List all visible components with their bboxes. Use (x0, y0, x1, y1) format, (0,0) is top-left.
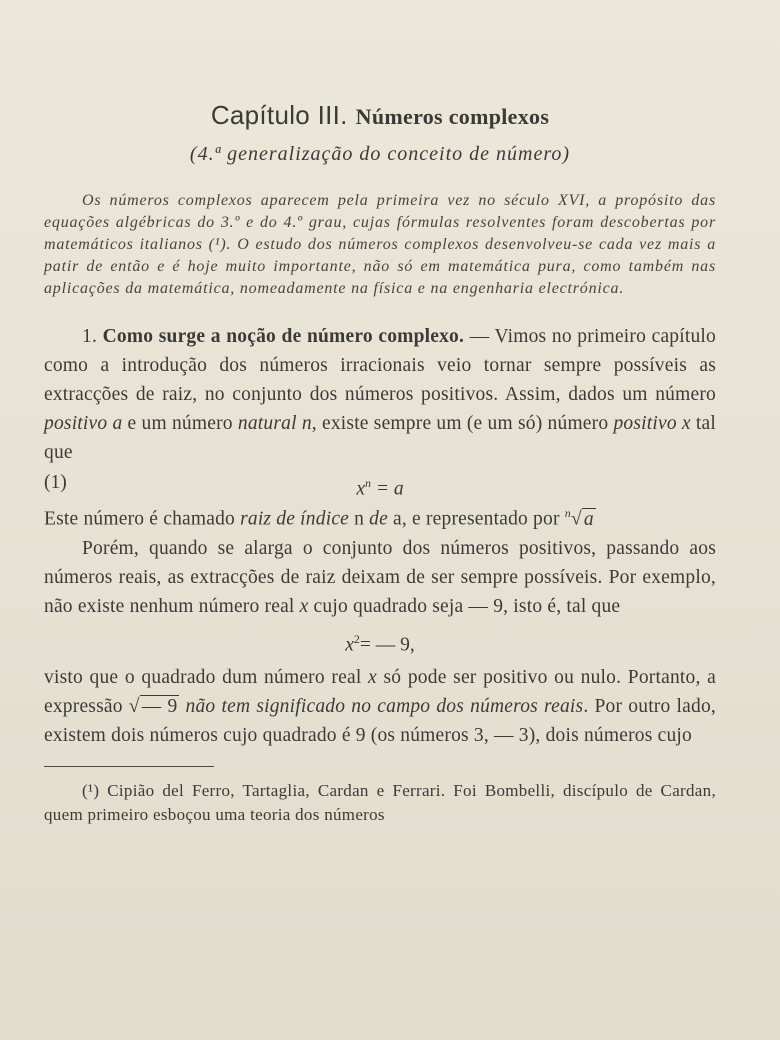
equation-1-row (44, 467, 716, 499)
formula-rhs: = — 9, (359, 634, 415, 655)
paragraph-text: — Vimos no primeiro capítulo como a introdução dos números irracionais veio tornar sempre possíveis as extracções de raiz, no conjunto dos números positivos. Assim, dados um número (44, 326, 717, 405)
formula-exponent: 2 (353, 631, 360, 646)
section-title: Como surge a noção de número complexo. (102, 326, 465, 347)
italic-term: positivo a (44, 413, 123, 434)
equation-1 (44, 467, 716, 506)
radicand: — 9 (141, 696, 178, 717)
italic-term: natural n (237, 413, 312, 434)
formula-exponent: n (364, 476, 371, 490)
radicand: a (583, 508, 594, 530)
italic-term: positivo x (613, 413, 691, 434)
formula-base: x (356, 478, 365, 500)
root-index: n (564, 506, 571, 520)
real-numbers-paragraph (44, 534, 716, 621)
paragraph-text: , existe sempre um (e um só) número (311, 413, 614, 434)
conclusion-paragraph (44, 663, 716, 750)
paragraph-text: a, e representado por (387, 508, 565, 530)
section-1-paragraph (44, 322, 716, 467)
italic-phrase: não tem significado no campo dos números reais (179, 696, 584, 717)
paragraph-text: visto que o quadrado dum número real (44, 667, 369, 688)
paragraph-text: tal que (44, 413, 716, 463)
paragraph-text: só pode ser positivo ou nulo. Portanto, a expressão (44, 667, 716, 717)
radical-symbol: √ (128, 696, 140, 717)
italic-term: de (369, 508, 388, 530)
paragraph-text: Porém, quando se alarga o conjunto dos números positivos, passando aos números reais, as extracções de raiz deixam de ser sempre possíveis. Por exemplo, não existe nenhum número real (44, 537, 716, 617)
radical-symbol: √ (570, 508, 582, 530)
chapter-title: Números complexos (355, 104, 550, 129)
text-column (44, 100, 716, 827)
paragraph-text: n (349, 508, 370, 530)
chapter-heading (44, 100, 716, 131)
paragraph-text: cujo quadrado seja — 9, isto é, tal que (308, 595, 621, 617)
paragraph-text: Este número é chamado (44, 508, 241, 530)
paragraph-text: . Por outro lado, existem dois números cujo quadrado é 9 (os números 3, — 3), dois números cujo (44, 696, 716, 746)
chapter-label: Capítulo III. (210, 100, 348, 130)
footnote-rule (44, 766, 214, 767)
italic-variable: x (299, 595, 309, 617)
formula-base: x (345, 634, 354, 655)
footnote: (¹) Cipião del Ferro, Tartaglia, Cardan e Ferrari. Foi Bombelli, discípulo de Cardan, quem primeiro esboçou uma teoria dos números (44, 781, 716, 824)
equation-number: (1) (44, 472, 67, 493)
intro-paragraph: Os números complexos aparecem pela primeira vez no século XVI, a propósito das equações algébricas do 3.º e do 4.º grau, cujas fórmulas resolventes foram descobertas por matemáticos italianos (¹). O estudo dos números complexos desenvolveu-se cada vez mais a patir de então e é hoje muito importante, não só em matemática pura, como também nas aplicações da matemática, nomeadamente na física e na engenharia electrónica. (44, 192, 716, 297)
paragraph-text: e um número (122, 413, 238, 434)
equation-2 (44, 621, 716, 664)
section-number: 1. (82, 326, 98, 347)
formula-rhs: = a (370, 478, 404, 500)
chapter-subtitle: (4.ª generalização do conceito de número) (189, 143, 571, 165)
italic-variable: x (368, 667, 377, 688)
italic-term: raiz de índice (240, 508, 350, 530)
